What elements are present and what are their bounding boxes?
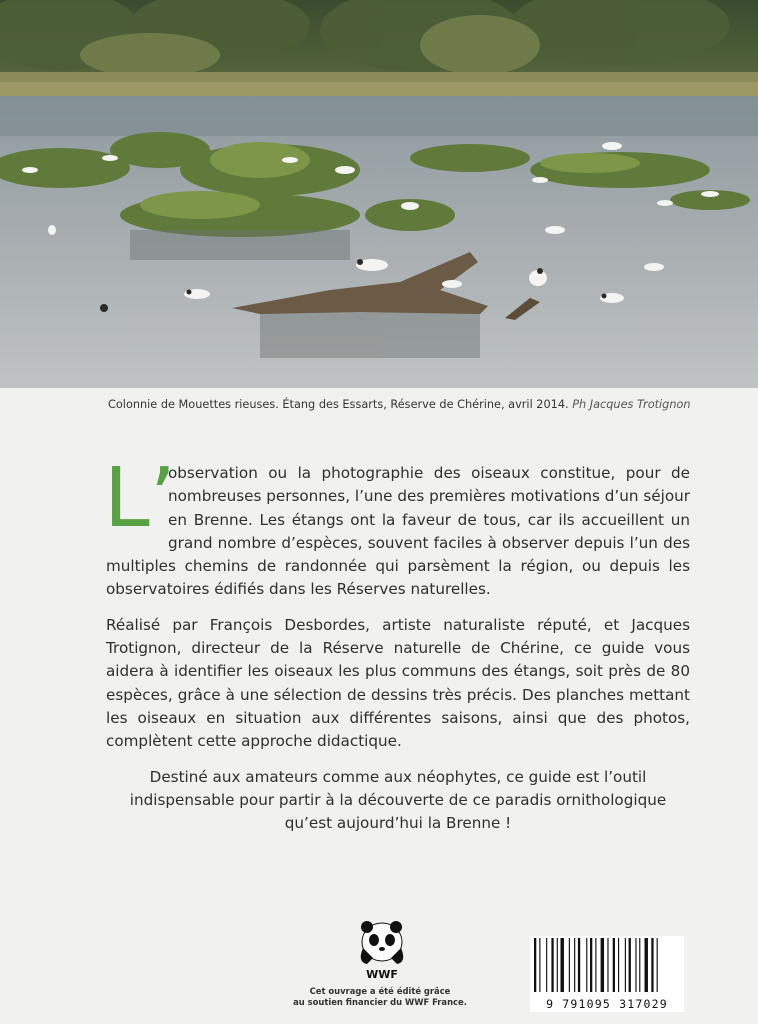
- caption-text: Colonnie de Mouettes rieuses. Étang des Essarts, Réserve de Chérine, avril 2014.: [108, 398, 573, 411]
- barcode-bars: [530, 936, 684, 996]
- paragraph-3: Destiné aux amateurs comme aux néophytes, ce guide est l’outil indispensable pour partir à la découverte de ce paradis ornithologique qu’est aujourd’hui la Brenne !: [129, 767, 667, 833]
- wwf-note-line1: Cet ouvrage a été édité grâce: [309, 986, 451, 996]
- drop-cap: L’: [104, 451, 176, 546]
- wetland-landscape-photo: [0, 0, 758, 388]
- wwf-logo: [351, 918, 413, 982]
- wwf-note: [280, 986, 480, 1008]
- caption-credit: Ph Jacques Trotignon: [572, 398, 691, 411]
- isbn-number: 9 791095 317029: [546, 997, 668, 1011]
- isbn-barcode: [530, 936, 684, 1012]
- panda-icon: [351, 918, 413, 982]
- cover-photo: [0, 0, 758, 388]
- paragraph-1-text: observation ou la photographie des oiseaux constitue, pour de nombreuses personnes, l’une des premières motivations d’un séjour en Brenne. Les étangs ont la faveur de tous, car ils accueillent un grand nombre d’espèces, souvent faciles à observer depuis l’un des multiples chemins de randonnée qui parsèment la région, ou depuis les observatoires édifiés dans les Réserves naturelles.: [106, 464, 690, 599]
- photo-caption: [108, 398, 748, 411]
- wwf-wordmark: WWF: [366, 968, 398, 981]
- wwf-note-line2: au soutien financier du WWF France.: [293, 997, 467, 1007]
- paragraph-2: Réalisé par François Desbordes, artiste naturaliste réputé, et Jacques Trotignon, directeur de la Réserve naturelle de Chérine, ce guide vous aidera à identifier les oiseaux les plus communs des étangs, soit près de 80 espèces, grâce à une sélection de dessins très précis. Des planches mettant les oiseaux en situation aux différentes saisons, ainsi que des photos, complètent cette approche didactique.: [106, 615, 690, 751]
- back-cover-text: [104, 451, 690, 835]
- paragraph-1: [104, 451, 690, 602]
